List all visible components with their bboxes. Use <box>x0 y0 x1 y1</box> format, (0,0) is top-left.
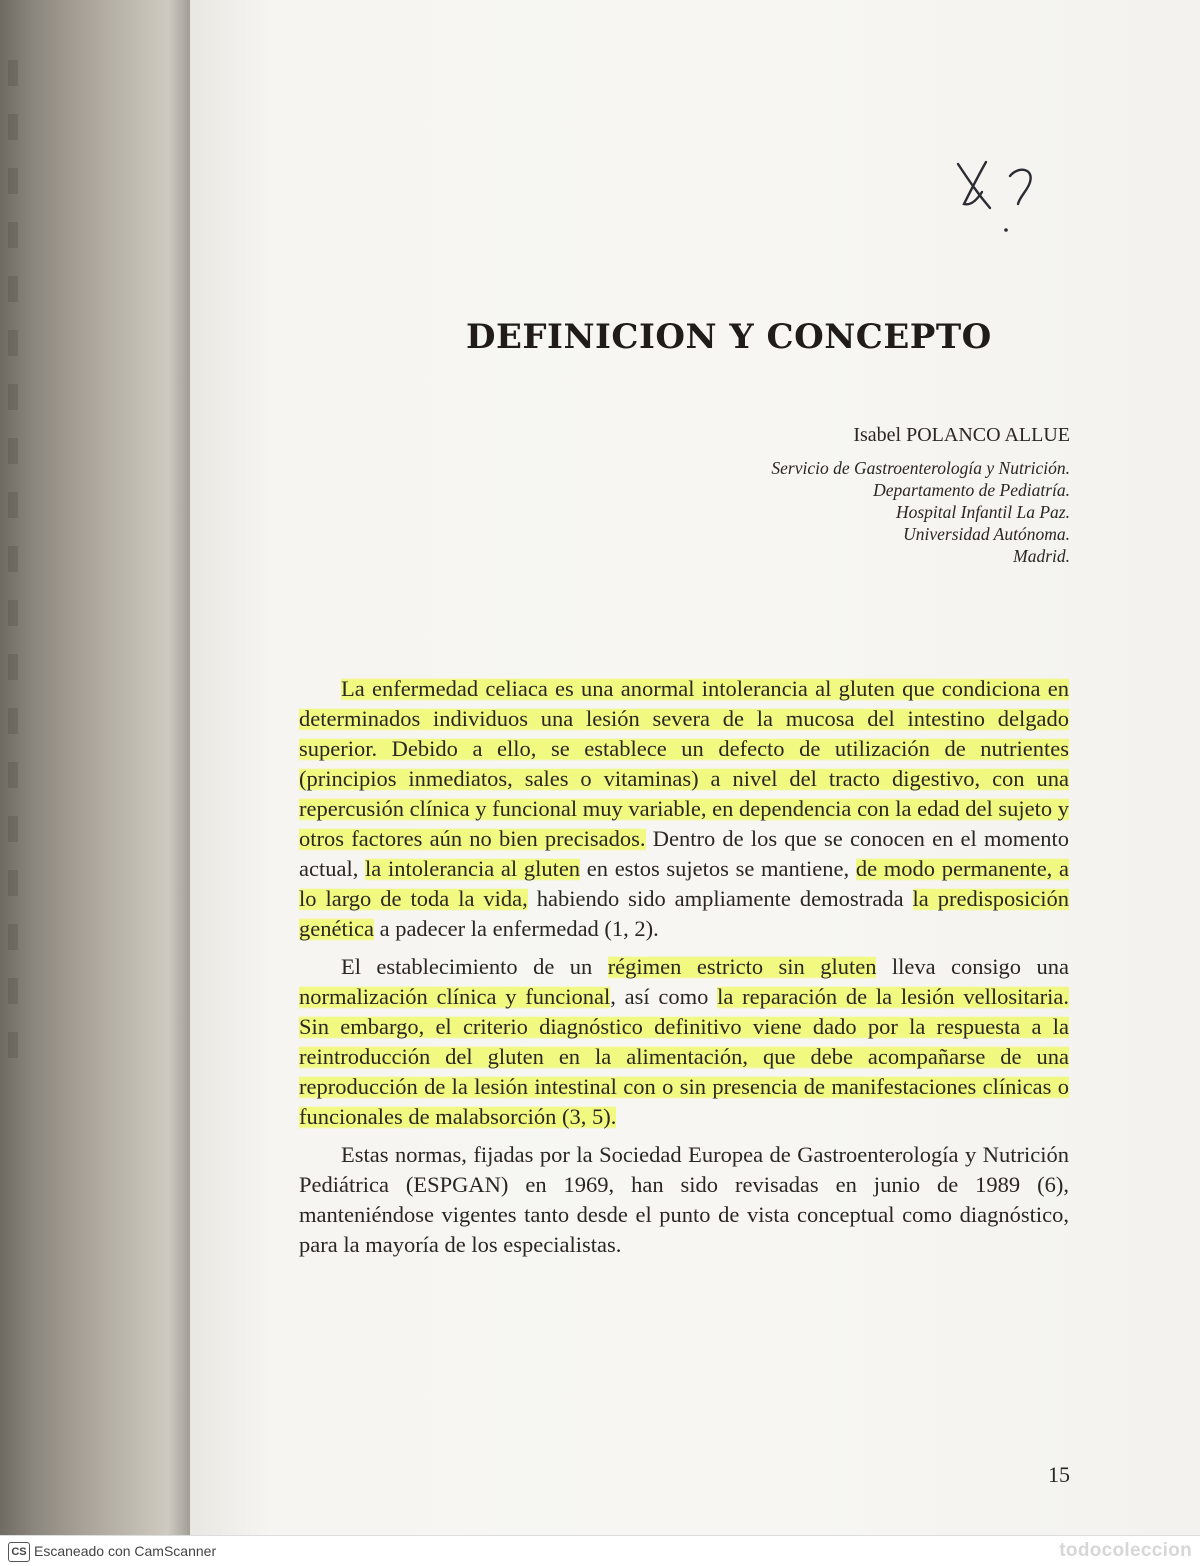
watermark: todocoleccion <box>1059 1540 1192 1561</box>
paragraph-1 <box>299 674 1069 944</box>
article-title: DEFINICION Y CONCEPTO <box>466 317 992 357</box>
affiliation-line: Madrid. <box>1013 546 1070 566</box>
paragraph-text: El establecimiento de un <box>341 954 608 979</box>
affiliation-line: Servicio de Gastroenterología y Nutrición. <box>771 458 1070 478</box>
scanner-credit: Escaneado con CamScanner <box>34 1543 217 1559</box>
highlighted-text: normalización clínica y funcional <box>299 984 611 1009</box>
article-body <box>299 674 1069 1268</box>
facing-page-text-shadow <box>8 60 38 1160</box>
handwritten-note <box>948 152 1048 242</box>
affiliation-line: Hospital Infantil La Paz. <box>895 502 1070 522</box>
paragraph-2 <box>299 952 1069 1132</box>
author-name: Isabel POLANCO ALLUE <box>853 424 1070 446</box>
facing-page-edge <box>0 0 190 1535</box>
handwritten-note-drawing <box>948 152 1048 242</box>
page-number: 15 <box>1048 1462 1070 1487</box>
highlighted-text: la intolerancia al gluten <box>365 856 581 881</box>
paragraph-3: Estas normas, fijadas por la Sociedad Europea de Gastroenterología y Nutrición Pediátrica (ESPGAN) en 1969, han sido revisadas en junio de 1989 (6), manteniéndose vigentes tanto desde el punto de vista conceptual como diagnóstico, para la mayoría de los especialistas. <box>299 1142 1069 1257</box>
author-affiliation <box>771 457 1070 567</box>
affiliation-line: Departamento de Pediatría. <box>873 480 1070 500</box>
paragraph-text: Dentro de los que se conocen en el momento actual, <box>299 826 1069 881</box>
paragraph-text: en estos sujetos se mantiene, <box>580 856 856 881</box>
scanner-footer <box>0 1535 1200 1566</box>
paragraph-text: a padecer la enfermedad (1, 2). <box>373 916 659 941</box>
paragraph-text: , así como <box>610 984 718 1009</box>
camscanner-logo-icon: CS <box>8 1542 30 1562</box>
highlighted-text: la predisposición genética <box>299 886 1069 941</box>
highlighted-text: La enfermedad celiaca es una anormal intolerancia al gluten que condiciona en determinados individuos una lesión severa de la mucosa del intestino delgado superior. Debido a ello, se establece un defecto de utilización de nutrientes (principios inmediatos, sales o vitaminas) a nivel del tracto digestivo, con una repercusión clínica y funcional muy variable, en dependencia con la edad del sujeto y otros factores aún no bien precisados. <box>299 676 1069 851</box>
highlighted-text: régimen estricto sin gluten <box>607 954 877 979</box>
paragraph-text: lleva consigo una <box>876 954 1069 979</box>
affiliation-line: Universidad Autónoma. <box>903 524 1070 544</box>
paragraph-text: habiendo sido ampliamente demostrada <box>527 886 913 911</box>
highlighted-text: de modo permanente, a lo largo de toda la vida, <box>299 856 1069 911</box>
highlighted-text: la reparación de la lesión vellositaria. Sin embargo, el criterio diagnóstico definitivo viene dado por la respuesta a la reintroducción del gluten en la alimentación, que debe acompañarse de una reproducción de la lesión intestinal con o sin presencia de manifestaciones clínicas o funcionales de malabsorción (3, 5). <box>299 984 1069 1129</box>
